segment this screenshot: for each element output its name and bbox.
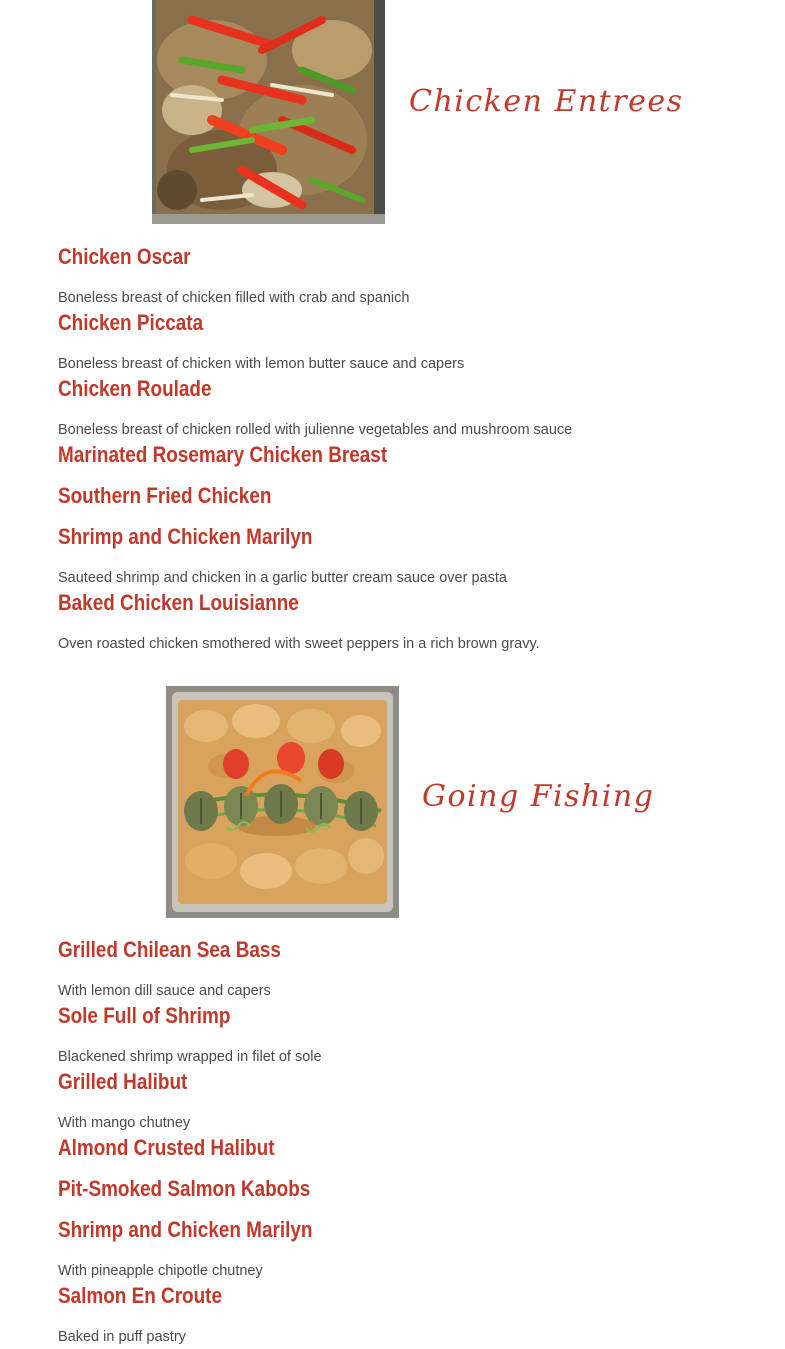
menu-item: [58, 442, 758, 483]
dish-name: Marinated Rosemary Chicken Breast: [58, 442, 388, 467]
chicken-menu-list: [58, 244, 758, 656]
dish-description: Baked in puff pastry: [58, 1329, 186, 1345]
fish-menu-list: [58, 937, 758, 1349]
menu-item: [58, 1135, 758, 1176]
section-title: Going Fishing: [422, 779, 655, 814]
dish-name: Sole Full of Shrimp: [58, 1003, 231, 1028]
fish-artichoke-photo: [166, 686, 399, 918]
dish-description: Blackened shrimp wrapped in filet of sole: [58, 1049, 322, 1065]
dish-name: Chicken Roulade: [58, 376, 212, 401]
menu-item: [58, 524, 758, 590]
menu-item: [58, 1176, 758, 1217]
dish-name: Baked Chicken Louisianne: [58, 590, 299, 615]
menu-item: [58, 1217, 758, 1283]
dish-name: Grilled Chilean Sea Bass: [58, 937, 281, 962]
menu-item: [58, 590, 758, 656]
dish-name: Salmon En Croute: [58, 1283, 222, 1308]
going-fishing-header: [0, 686, 785, 920]
menu-item: [58, 310, 758, 376]
dish-description: With pineapple chipotle chutney: [58, 1263, 263, 1279]
menu-item: [58, 376, 758, 442]
section-title: Chicken Entrees: [409, 84, 684, 119]
chicken-entrees-header: [0, 0, 785, 230]
menu-item: [58, 1003, 758, 1069]
dish-description: With lemon dill sauce and capers: [58, 983, 271, 999]
menu-item: [58, 937, 758, 1003]
dish-name: Shrimp and Chicken Marilyn: [58, 1217, 313, 1242]
dish-name: Grilled Halibut: [58, 1069, 188, 1094]
menu-item: [58, 244, 758, 310]
dish-name: Pit-Smoked Salmon Kabobs: [58, 1176, 311, 1201]
dish-description: Boneless breast of chicken filled with crab and spanich: [58, 290, 410, 306]
dish-description: Sauteed shrimp and chicken in a garlic butter cream sauce over pasta: [58, 570, 507, 586]
dish-name: Chicken Piccata: [58, 310, 204, 335]
dish-name: Almond Crusted Halibut: [58, 1135, 275, 1160]
menu-item: [58, 1283, 758, 1349]
dish-description: Boneless breast of chicken with lemon butter sauce and capers: [58, 356, 465, 372]
menu-item: [58, 483, 758, 524]
dish-description: Oven roasted chicken smothered with sweet peppers in a rich brown gravy.: [58, 636, 540, 652]
dish-name: Southern Fried Chicken: [58, 483, 272, 508]
dish-name: Chicken Oscar: [58, 244, 191, 269]
dish-description: Boneless breast of chicken rolled with julienne vegetables and mushroom sauce: [58, 422, 573, 438]
dish-description: With mango chutney: [58, 1115, 191, 1131]
dish-name: Shrimp and Chicken Marilyn: [58, 524, 313, 549]
chicken-peppers-photo: [152, 0, 385, 224]
menu-item: [58, 1069, 758, 1135]
